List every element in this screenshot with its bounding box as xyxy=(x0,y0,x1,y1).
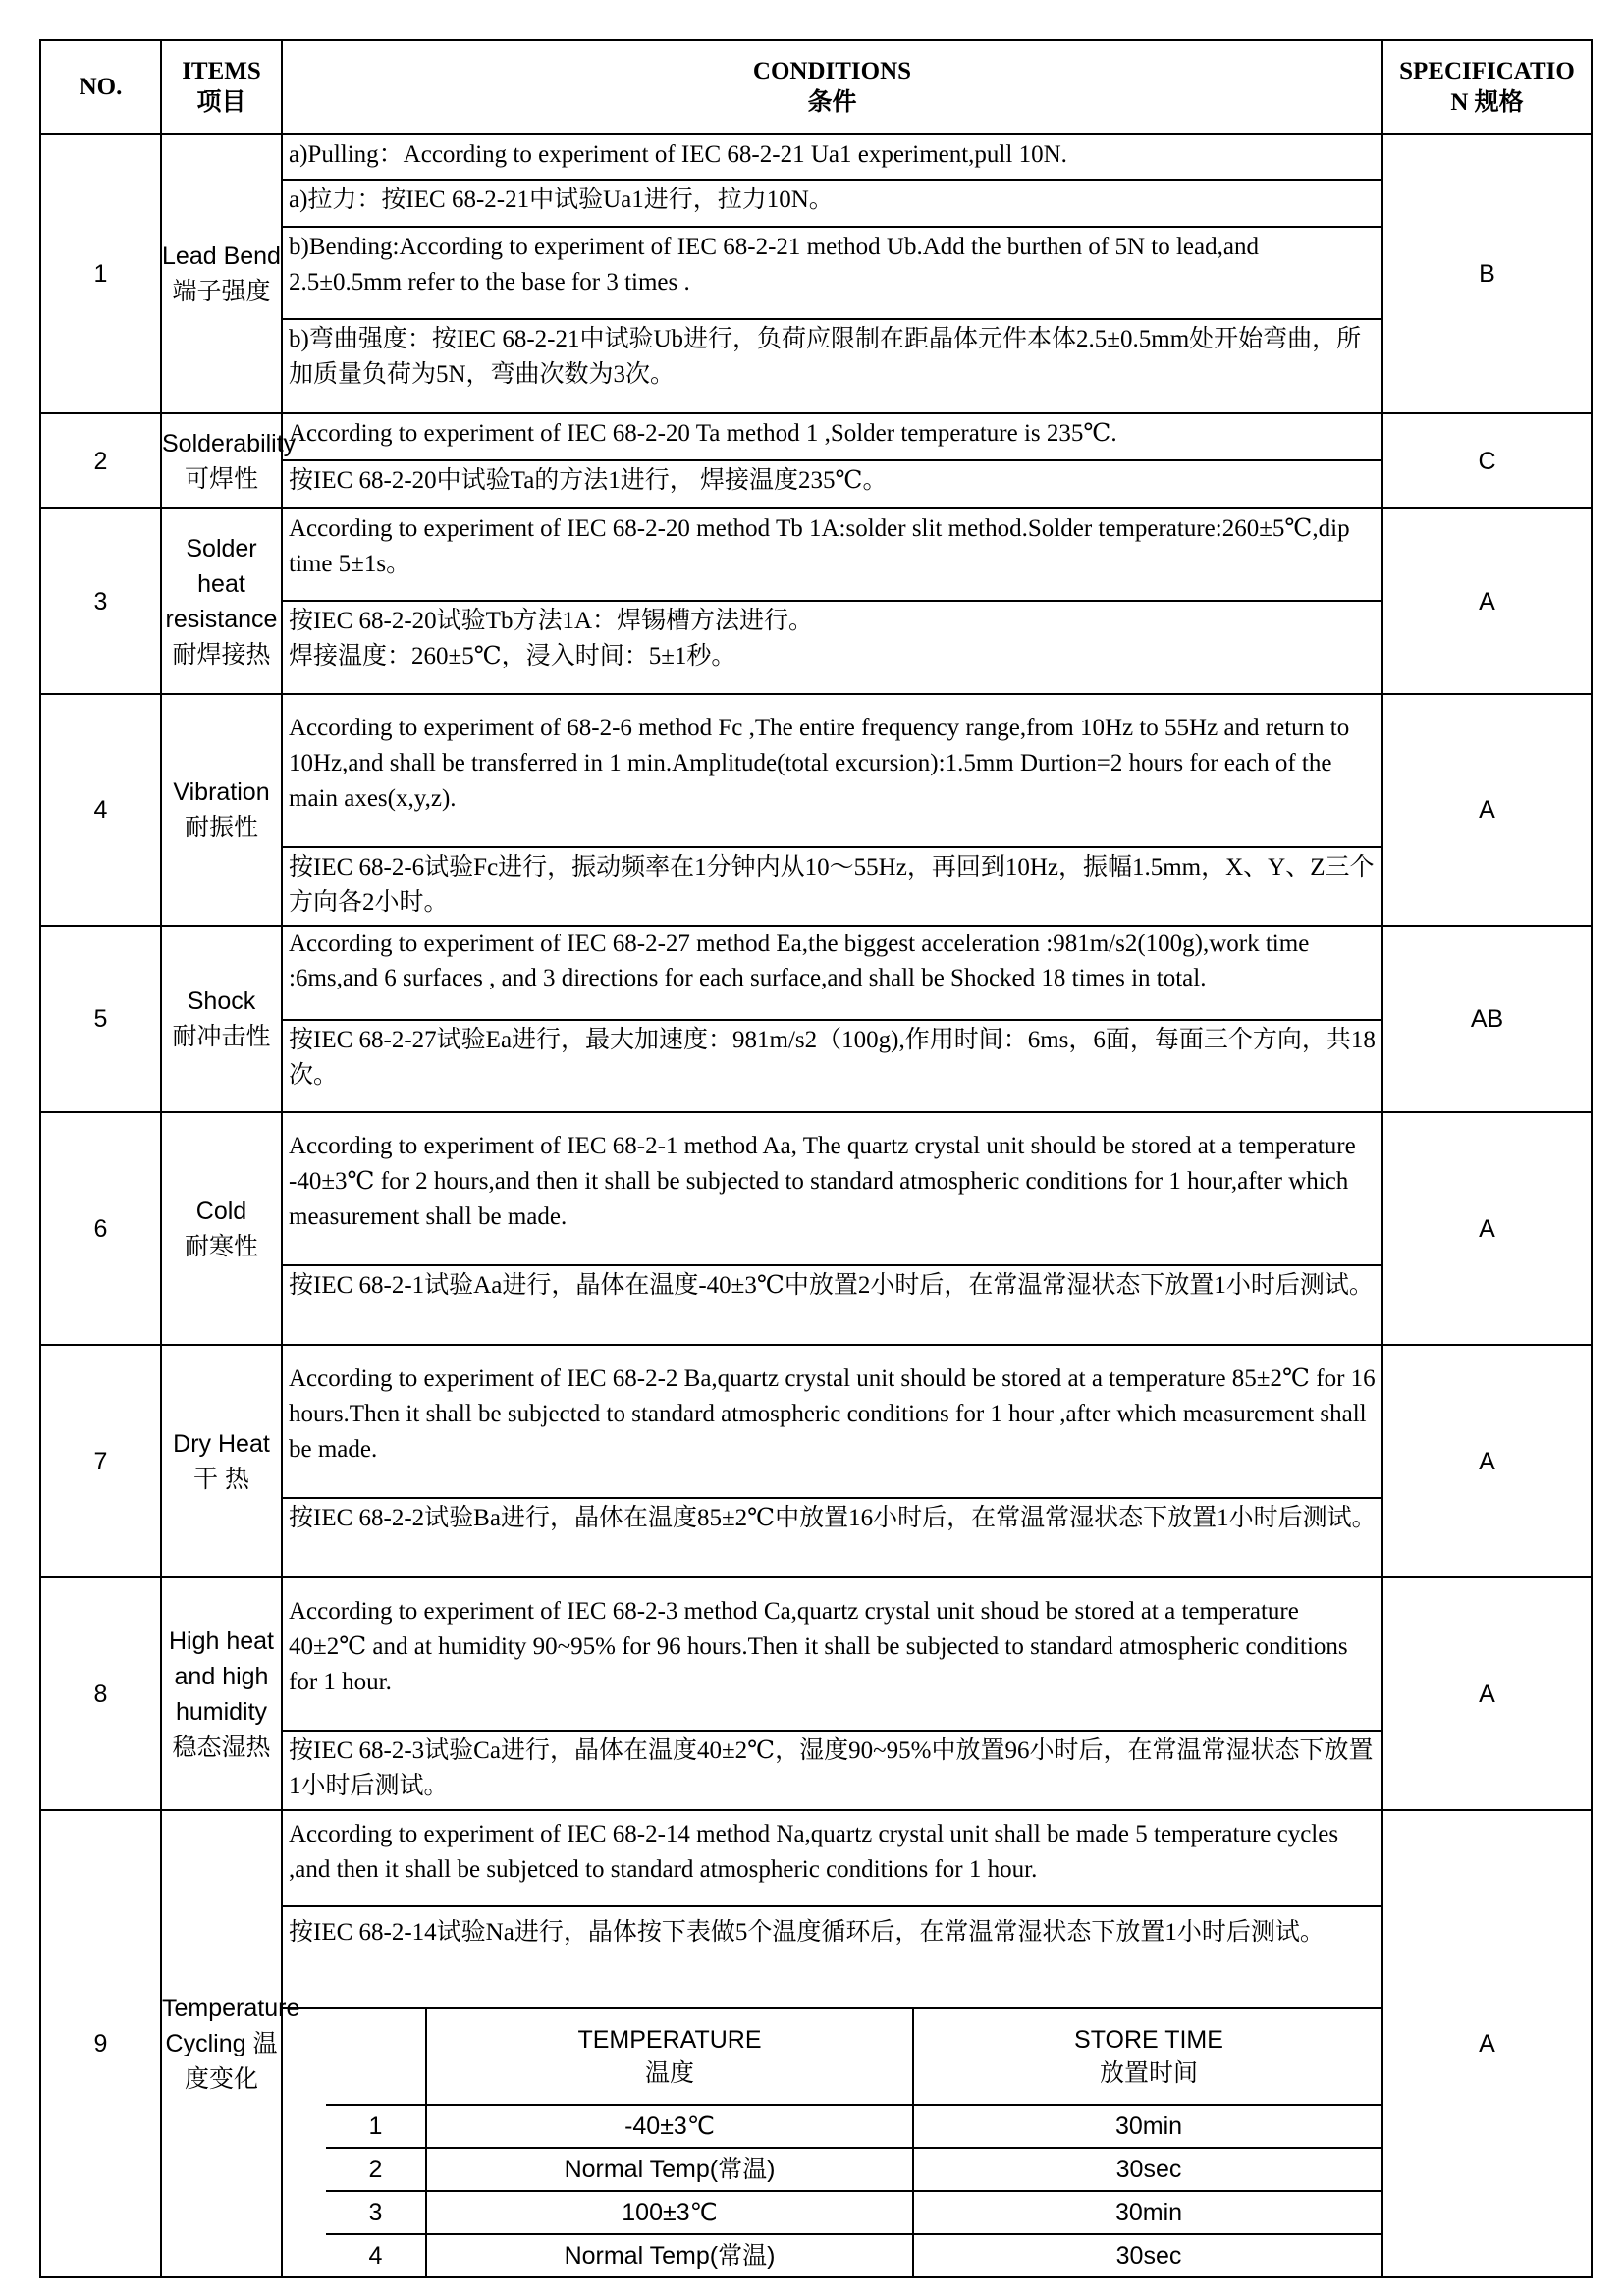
row-number: 2 xyxy=(40,413,161,508)
item-name: Lead Bend 端子强度 xyxy=(161,134,282,413)
row-number: 6 xyxy=(40,1112,161,1345)
condition-text: According to experiment of IEC 68-2-2 Ba,quartz crystal unit should be stored at a temperature 85±2℃ for 16 hours.Then it shall be subjected to standard atmospheric conditions for 1 hour ,after which measurement shall be made. xyxy=(289,1365,1376,1463)
spec-grade: A xyxy=(1382,1810,1592,2277)
condition-text: 按IEC 68-2-20试验Tb方法1A：焊锡槽方法进行。 焊接温度：260±5℃，浸入时间：5±1秒。 xyxy=(283,600,1381,678)
spec-grade: B xyxy=(1382,134,1592,413)
spec-grade: A xyxy=(1382,1577,1592,1810)
row-number: 1 xyxy=(40,134,161,413)
spec-grade: A xyxy=(1382,1345,1592,1577)
store-time: 30min xyxy=(913,2191,1383,2234)
temp-value: -40±3℃ xyxy=(426,2105,913,2148)
conditions-cell xyxy=(282,508,1382,694)
table-row xyxy=(40,1112,1592,1345)
item-name: Shock 耐冲击性 xyxy=(161,926,282,1112)
temp-header-step xyxy=(326,2009,426,2105)
condition-text: 按IEC 68-2-6试验Fc进行，振动频率在1分钟内从10～55Hz，再回到10Hz，振幅1.5mm，X、Y、Z三个方向各2小时。 xyxy=(283,846,1381,925)
condition-text: 按IEC 68-2-2试验Ba进行，晶体在温度85±2℃中放置16小时后，在常温常湿状态下放置1小时后测试。 xyxy=(283,1497,1381,1540)
table-row xyxy=(40,1810,1592,2277)
header-specification: SPECIFICATIO N 规格 xyxy=(1382,40,1592,134)
conditions-cell xyxy=(282,1577,1382,1810)
row-number: 3 xyxy=(40,508,161,694)
store-time: 30sec xyxy=(913,2234,1383,2276)
condition-text: According to experiment of IEC 68-2-27 method Ea,the biggest acceleration :981m/s2(100g),work time :6ms,and 6 surfaces , and 3 directions for each surface,and shall be Shocked 18 times in total. xyxy=(289,931,1310,991)
test-conditions-table xyxy=(39,39,1593,2278)
temp-step: 3 xyxy=(326,2191,426,2234)
row-number: 8 xyxy=(40,1577,161,1810)
conditions-cell xyxy=(282,134,1382,413)
header-row xyxy=(40,40,1592,134)
row-number: 7 xyxy=(40,1345,161,1577)
table-row xyxy=(40,926,1592,1112)
condition-text: According to experiment of IEC 68-2-20 Ta method 1 ,Solder temperature is 235℃. xyxy=(289,420,1117,447)
temp-header-temperature: TEMPERATURE 温度 xyxy=(426,2009,913,2105)
item-name: Solder heat resistance 耐焊接热 xyxy=(161,508,282,694)
store-time: 30sec xyxy=(913,2148,1383,2191)
temp-step: 4 xyxy=(326,2234,426,2276)
table-row xyxy=(40,413,1592,508)
conditions-cell xyxy=(282,694,1382,926)
temp-value: Normal Temp(常温) xyxy=(426,2148,913,2191)
condition-text: 按IEC 68-2-3试验Ca进行，晶体在温度40±2℃，湿度90~95%中放置96小时后，在常温常湿状态下放置1小时后测试。 xyxy=(283,1730,1381,1808)
temp-table-row xyxy=(326,2191,1383,2234)
table-row xyxy=(40,134,1592,413)
spec-grade: A xyxy=(1382,694,1592,926)
temperature-cycle-table-wrap xyxy=(283,2007,1381,2276)
condition-text: According to experiment of 68-2-6 method Fc ,The entire frequency range,from 10Hz to 55Hz and return to 10Hz,and shall be transferred in 1 min.Amplitude(total excursion):1.5mm Durtion=2 hours for each of the main axes(x,y,z). xyxy=(289,715,1350,812)
row-number: 9 xyxy=(40,1810,161,2277)
table-row xyxy=(40,694,1592,926)
condition-text: According to experiment of IEC 68-2-14 method Na,quartz crystal unit shall be made 5 temperature cycles ,and then it shall be subjetced to standard atmospheric conditions for 1 hour. xyxy=(289,1821,1339,1883)
temp-header-store-time: STORE TIME 放置时间 xyxy=(913,2009,1383,2105)
item-name: Dry Heat 干 热 xyxy=(161,1345,282,1577)
condition-text: According to experiment of IEC 68-2-20 method Tb 1A:solder slit method.Solder temperature:260±5℃,dip time 5±1s。 xyxy=(289,515,1350,577)
conditions-cell xyxy=(282,1810,1382,2277)
temp-table-header xyxy=(326,2009,1383,2105)
header-items: ITEMS 项目 xyxy=(161,40,282,134)
condition-text: According to experiment of IEC 68-2-1 method Aa, The quartz crystal unit should be stored at a temperature -40±3℃ for 2 hours,and then it shall be subjected to standard atmospheric conditions for 1 hour,after which measurement shall be made. xyxy=(289,1133,1356,1230)
condition-text: 按IEC 68-2-20中试验Ta的方法1进行， 焊接温度235℃。 xyxy=(283,459,1381,503)
spec-grade: A xyxy=(1382,508,1592,694)
row-number: 5 xyxy=(40,926,161,1112)
spec-grade: AB xyxy=(1382,926,1592,1112)
condition-text: 按IEC 68-2-14试验Na进行，晶体按下表做5个温度循环后，在常温常湿状态下放置1小时后测试。 xyxy=(283,1905,1381,2007)
header-conditions: CONDITIONS 条件 xyxy=(282,40,1382,134)
temp-table-row xyxy=(326,2234,1383,2276)
item-name: Cold 耐寒性 xyxy=(161,1112,282,1345)
conditions-cell xyxy=(282,926,1382,1112)
temp-step: 1 xyxy=(326,2105,426,2148)
item-name: Temperature Cycling 温度变化 xyxy=(161,1810,282,2277)
condition-text: a)拉力：按IEC 68-2-21中试验Ua1进行，拉力10N。 xyxy=(283,179,1381,226)
spec-grade: A xyxy=(1382,1112,1592,1345)
temp-value: 100±3℃ xyxy=(426,2191,913,2234)
condition-text: b)Bending:According to experiment of IEC 68-2-21 method Ub.Add the burthen of 5N to lead,and 2.5±0.5mm refer to the base for 3 times . xyxy=(283,226,1381,318)
temp-table-row xyxy=(326,2105,1383,2148)
item-name: Solderability 可焊性 xyxy=(161,413,282,508)
temperature-cycle-table xyxy=(326,2009,1383,2276)
temp-table-row xyxy=(326,2148,1383,2191)
spec-grade: C xyxy=(1382,413,1592,508)
conditions-cell xyxy=(282,1112,1382,1345)
conditions-cell xyxy=(282,1345,1382,1577)
condition-text: b)弯曲强度：按IEC 68-2-21中试验Ub进行，负荷应限制在距晶体元件本体2.5±0.5mm处开始弯曲，所加质量负荷为5N，弯曲次数为3次。 xyxy=(283,318,1381,397)
temp-value: Normal Temp(常温) xyxy=(426,2234,913,2276)
condition-text: a)Pulling：According to experiment of IEC 68-2-21 Ua1 experiment,pull 10N. xyxy=(289,141,1067,168)
temp-step: 2 xyxy=(326,2148,426,2191)
condition-text: According to experiment of IEC 68-2-3 method Ca,quartz crystal unit shoud be stored at a temperature 40±2℃ and at humidity 90~95% for 96 hours.Then it shall be subjected to standard atmospheric conditions for 1 hour. xyxy=(289,1598,1348,1695)
row-number: 4 xyxy=(40,694,161,926)
table-row xyxy=(40,1577,1592,1810)
item-name: Vibration 耐振性 xyxy=(161,694,282,926)
item-name: High heat and high humidity 稳态湿热 xyxy=(161,1577,282,1810)
condition-text: 按IEC 68-2-1试验Aa进行，晶体在温度-40±3℃中放置2小时后，在常温常湿状态下放置1小时后测试。 xyxy=(283,1264,1381,1308)
table-row xyxy=(40,1345,1592,1577)
conditions-cell xyxy=(282,413,1382,508)
table-row xyxy=(40,508,1592,694)
condition-text: 按IEC 68-2-27试验Ea进行，最大加速度：981m/s2（100g),作用时间：6ms，6面，每面三个方向，共18次。 xyxy=(283,1019,1381,1097)
header-no: NO. xyxy=(40,40,161,134)
store-time: 30min xyxy=(913,2105,1383,2148)
